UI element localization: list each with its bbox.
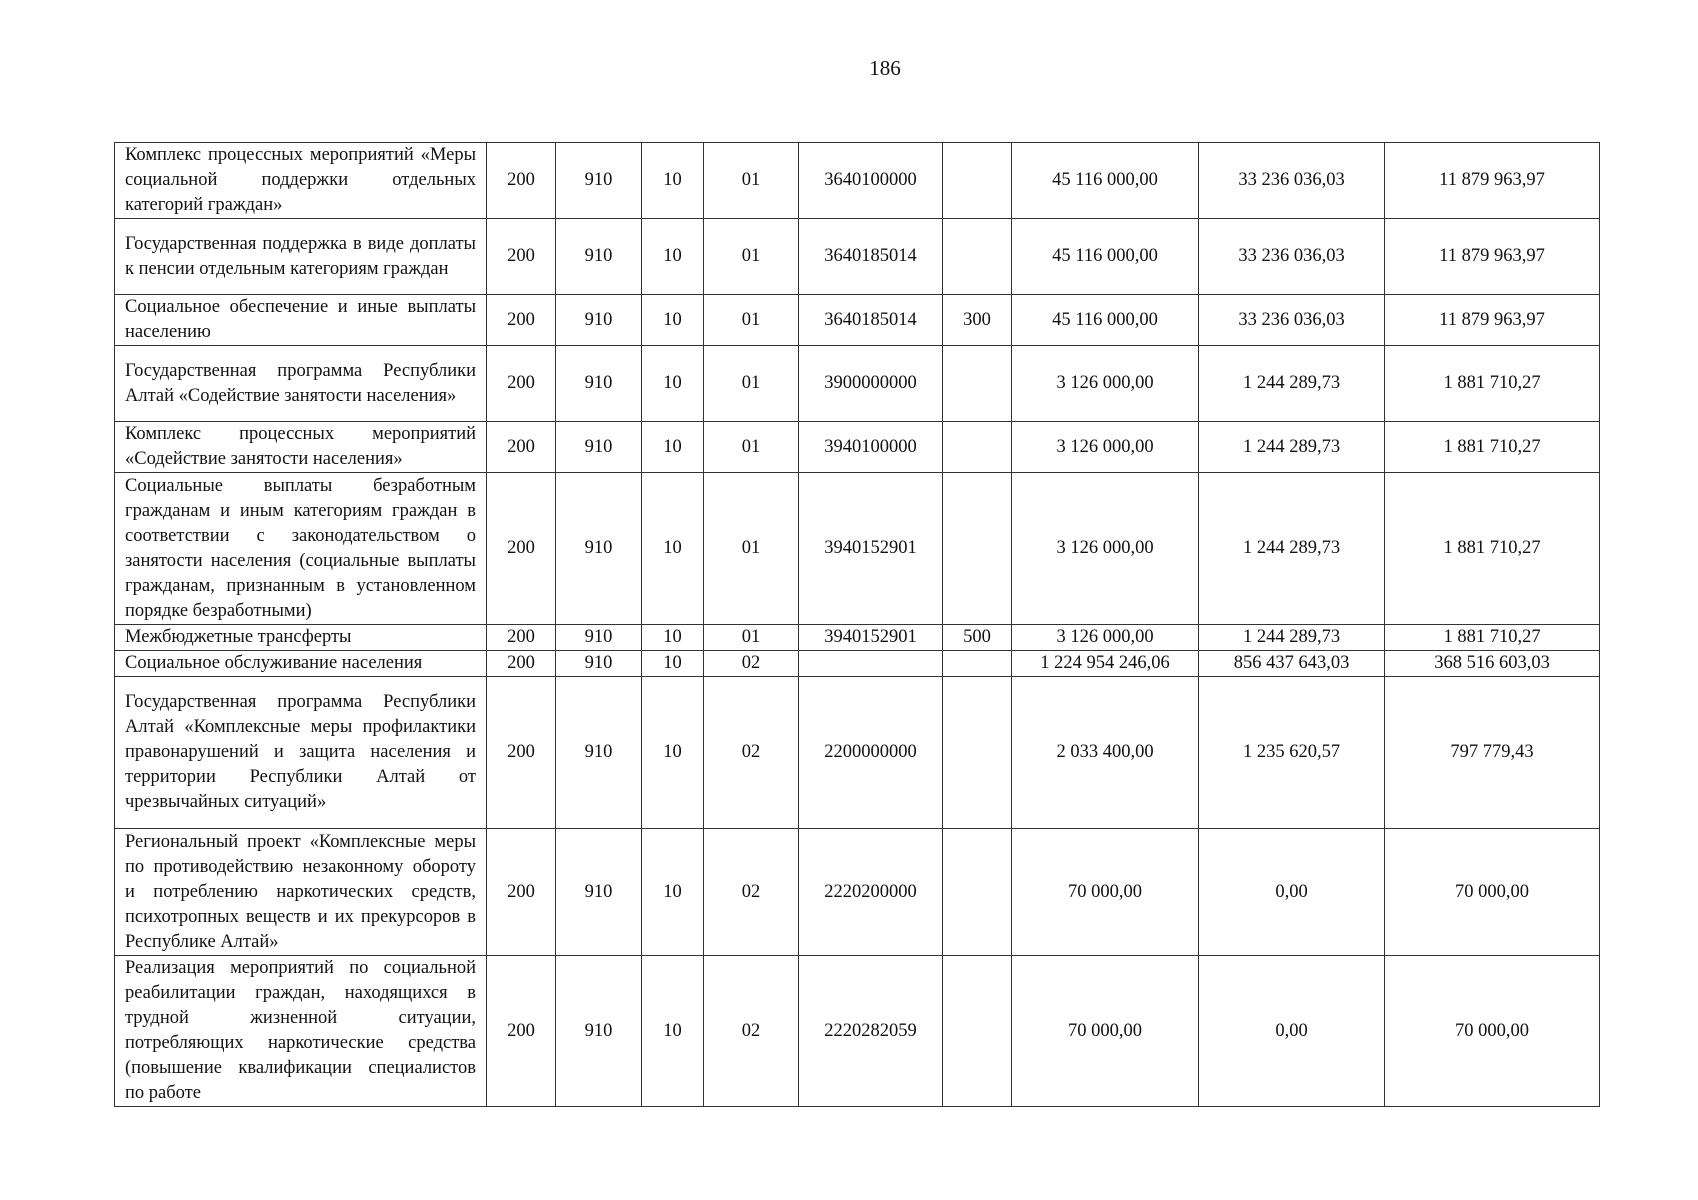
executed-amount-cell: 1 244 289,73 (1199, 422, 1385, 473)
subsection-cell: 01 (704, 143, 799, 219)
table-row (115, 677, 1600, 829)
row-name-cell: Государственная поддержка в виде доплаты к пенсии отдельным категориям граждан (115, 219, 487, 295)
target-article-cell: 3900000000 (799, 346, 943, 422)
section-cell: 10 (642, 346, 704, 422)
table-body (115, 143, 1600, 1107)
expense-kind-cell (943, 143, 1012, 219)
expense-kind-cell (943, 651, 1012, 677)
code-cell: 200 (487, 346, 556, 422)
section-cell: 10 (642, 625, 704, 651)
planned-amount-cell: 70 000,00 (1012, 956, 1199, 1107)
remainder-amount-cell: 1 881 710,27 (1385, 422, 1600, 473)
page-number: 186 (869, 56, 901, 80)
executed-amount-cell: 33 236 036,03 (1199, 219, 1385, 295)
expense-kind-cell (943, 956, 1012, 1107)
remainder-amount-cell: 70 000,00 (1385, 829, 1600, 956)
ministry-code-cell: 910 (556, 295, 642, 346)
executed-amount-cell: 1 244 289,73 (1199, 625, 1385, 651)
ministry-code-cell: 910 (556, 829, 642, 956)
table-row (115, 295, 1600, 346)
target-article-cell: 3940152901 (799, 625, 943, 651)
planned-amount-cell: 70 000,00 (1012, 829, 1199, 956)
section-cell: 10 (642, 651, 704, 677)
code-cell: 200 (487, 473, 556, 625)
subsection-cell: 02 (704, 829, 799, 956)
subsection-cell: 02 (704, 677, 799, 829)
subsection-cell: 01 (704, 625, 799, 651)
target-article-cell: 3940152901 (799, 473, 943, 625)
row-name-cell: Комплекс процессных мероприятий «Меры социальной поддержки отдельных категорий граждан» (115, 143, 487, 219)
remainder-amount-cell: 11 879 963,97 (1385, 295, 1600, 346)
row-name-cell: Социальное обслуживание населения (115, 651, 487, 677)
ministry-code-cell: 910 (556, 677, 642, 829)
code-cell: 200 (487, 295, 556, 346)
code-cell: 200 (487, 219, 556, 295)
target-article-cell: 2200000000 (799, 677, 943, 829)
section-cell: 10 (642, 956, 704, 1107)
ministry-code-cell: 910 (556, 651, 642, 677)
code-cell: 200 (487, 143, 556, 219)
row-name-cell: Региональный проект «Комплексные меры по противодействию незаконному обороту и потреблению наркотических средств, психотропных веществ и их прекурсоров в Республике Алтай» (115, 829, 487, 956)
planned-amount-cell: 2 033 400,00 (1012, 677, 1199, 829)
expense-kind-cell: 500 (943, 625, 1012, 651)
table-row (115, 143, 1600, 219)
planned-amount-cell: 3 126 000,00 (1012, 473, 1199, 625)
ministry-code-cell: 910 (556, 422, 642, 473)
ministry-code-cell: 910 (556, 473, 642, 625)
row-name-cell: Социальные выплаты безработным гражданам и иным категориям граждан в соответствии с законодательством о занятости населения (социальные выплаты гражданам, признанным в установленном порядке безработными) (115, 473, 487, 625)
planned-amount-cell: 45 116 000,00 (1012, 219, 1199, 295)
row-name-cell: Межбюджетные трансферты (115, 625, 487, 651)
subsection-cell: 01 (704, 295, 799, 346)
ministry-code-cell: 910 (556, 625, 642, 651)
ministry-code-cell: 910 (556, 956, 642, 1107)
row-name-cell: Социальное обеспечение и иные выплаты населению (115, 295, 487, 346)
expense-kind-cell (943, 346, 1012, 422)
target-article-cell: 3640185014 (799, 295, 943, 346)
subsection-cell: 01 (704, 473, 799, 625)
subsection-cell: 01 (704, 422, 799, 473)
code-cell: 200 (487, 956, 556, 1107)
section-cell: 10 (642, 143, 704, 219)
budget-table (114, 142, 1600, 1107)
remainder-amount-cell: 70 000,00 (1385, 956, 1600, 1107)
planned-amount-cell: 45 116 000,00 (1012, 295, 1199, 346)
target-article-cell: 2220282059 (799, 956, 943, 1107)
section-cell: 10 (642, 677, 704, 829)
table-row (115, 625, 1600, 651)
executed-amount-cell: 1 244 289,73 (1199, 473, 1385, 625)
executed-amount-cell: 0,00 (1199, 829, 1385, 956)
table-row (115, 219, 1600, 295)
table-row (115, 829, 1600, 956)
remainder-amount-cell: 797 779,43 (1385, 677, 1600, 829)
executed-amount-cell: 33 236 036,03 (1199, 143, 1385, 219)
table-row (115, 473, 1600, 625)
executed-amount-cell: 1 235 620,57 (1199, 677, 1385, 829)
planned-amount-cell: 45 116 000,00 (1012, 143, 1199, 219)
target-article-cell: 3640100000 (799, 143, 943, 219)
code-cell: 200 (487, 625, 556, 651)
ministry-code-cell: 910 (556, 143, 642, 219)
planned-amount-cell: 1 224 954 246,06 (1012, 651, 1199, 677)
section-cell: 10 (642, 219, 704, 295)
subsection-cell: 02 (704, 651, 799, 677)
subsection-cell: 02 (704, 956, 799, 1107)
executed-amount-cell: 856 437 643,03 (1199, 651, 1385, 677)
row-name-cell: Государственная программа Республики Алтай «Содействие занятости населения» (115, 346, 487, 422)
planned-amount-cell: 3 126 000,00 (1012, 625, 1199, 651)
target-article-cell: 2220200000 (799, 829, 943, 956)
executed-amount-cell: 33 236 036,03 (1199, 295, 1385, 346)
remainder-amount-cell: 1 881 710,27 (1385, 473, 1600, 625)
expense-kind-cell (943, 677, 1012, 829)
ministry-code-cell: 910 (556, 219, 642, 295)
table-row (115, 956, 1600, 1107)
target-article-cell: 3940100000 (799, 422, 943, 473)
planned-amount-cell: 3 126 000,00 (1012, 422, 1199, 473)
subsection-cell: 01 (704, 219, 799, 295)
executed-amount-cell: 0,00 (1199, 956, 1385, 1107)
section-cell: 10 (642, 422, 704, 473)
table-row (115, 422, 1600, 473)
row-name-cell: Реализация мероприятий по социальной реабилитации граждан, находящихся в трудной жизненной ситуации, потребляющих наркотические средства (повышение квалификации специалистов по работе (115, 956, 487, 1107)
remainder-amount-cell: 11 879 963,97 (1385, 143, 1600, 219)
section-cell: 10 (642, 829, 704, 956)
planned-amount-cell: 3 126 000,00 (1012, 346, 1199, 422)
row-name-cell: Комплекс процессных мероприятий «Содействие занятости населения» (115, 422, 487, 473)
code-cell: 200 (487, 651, 556, 677)
target-article-cell (799, 651, 943, 677)
expense-kind-cell (943, 219, 1012, 295)
code-cell: 200 (487, 422, 556, 473)
code-cell: 200 (487, 677, 556, 829)
section-cell: 10 (642, 473, 704, 625)
expense-kind-cell (943, 829, 1012, 956)
table-row (115, 346, 1600, 422)
target-article-cell: 3640185014 (799, 219, 943, 295)
subsection-cell: 01 (704, 346, 799, 422)
expense-kind-cell (943, 473, 1012, 625)
expense-kind-cell: 300 (943, 295, 1012, 346)
ministry-code-cell: 910 (556, 346, 642, 422)
remainder-amount-cell: 368 516 603,03 (1385, 651, 1600, 677)
section-cell: 10 (642, 295, 704, 346)
code-cell: 200 (487, 829, 556, 956)
expense-kind-cell (943, 422, 1012, 473)
table-row (115, 651, 1600, 677)
remainder-amount-cell: 11 879 963,97 (1385, 219, 1600, 295)
remainder-amount-cell: 1 881 710,27 (1385, 625, 1600, 651)
row-name-cell: Государственная программа Республики Алтай «Комплексные меры профилактики правонарушений и защита населения и территории Республики Алтай от чрезвычайных ситуаций» (115, 677, 487, 829)
remainder-amount-cell: 1 881 710,27 (1385, 346, 1600, 422)
executed-amount-cell: 1 244 289,73 (1199, 346, 1385, 422)
